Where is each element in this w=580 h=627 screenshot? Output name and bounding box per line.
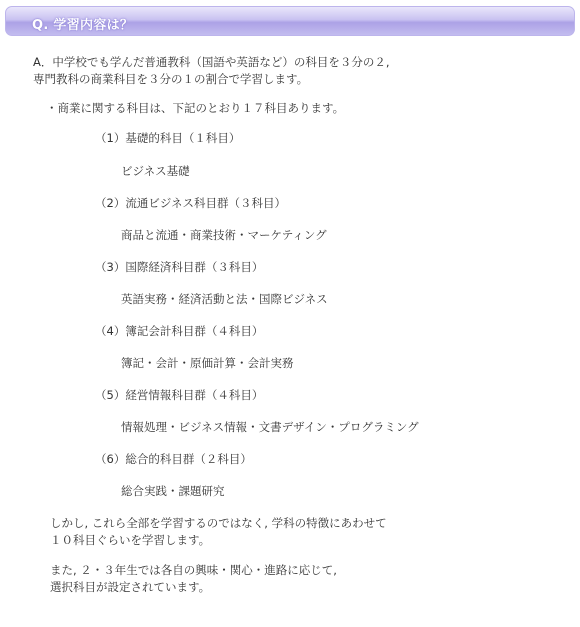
subjects-intro: ・商業に関する科目は、下記のとおり１７科目あります。 [46,101,345,115]
category-heading-6: （6）総合的科目群（２科目） [95,452,252,466]
note-2-line-1: また, ２・３年生では各自の興味・関心・進路に応じて, [50,563,337,577]
category-heading-3: （3）国際経済科目群（３科目） [95,260,264,274]
category-heading-2: （2）流通ビジネス科目群（３科目） [95,196,286,210]
category-subjects-5: 情報処理・ビジネス情報・文書デザイン・プログラミング [121,420,419,434]
note-1-line-2: １０科目ぐらいを学習します。 [50,533,211,547]
category-heading-4: （4）簿記会計科目群（４科目） [95,324,264,338]
question-title: Q. 学習内容は？ [32,18,134,33]
category-heading-1: （1）基礎的科目（１科目） [95,131,241,145]
category-heading-5: （5）経営情報科目群（４科目） [95,388,264,402]
category-subjects-3: 英語実務・経済活動と法・国際ビジネス [121,292,328,306]
note-2-line-2: 選択科目が設定されています。 [50,580,211,594]
answer-line-2: 専門教科の商業科目を３分の１の割合で学習します。 [33,72,309,86]
note-1-line-1: しかし, これら全部を学習するのではなく, 学科の特徴にあわせて [50,516,387,530]
note-electives [50,563,337,594]
question-header-bar [5,6,575,36]
category-subjects-2: 商品と流通・商業技術・マーケティング [121,228,327,242]
category-subjects-4: 簿記・会計・原価計算・会計実務 [121,356,294,370]
answer-text [33,55,390,86]
note-study-count [50,516,387,547]
answer-line-1: A．中学校でも学んだ普通教科（国語や英語など）の科目を３分の２, [33,55,390,69]
category-subjects-1: ビジネス基礎 [121,164,190,178]
category-subjects-6: 総合実践・課題研究 [121,484,225,498]
